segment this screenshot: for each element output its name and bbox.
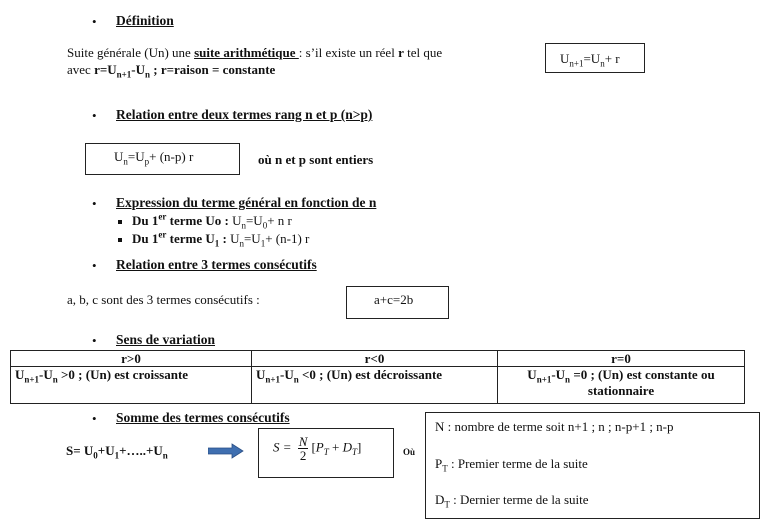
bullet-icon: •: [92, 411, 97, 426]
heading-relation-np: Relation entre deux termes rang n et p (n>p): [116, 107, 373, 122]
definition-line-2: avec $r=U_{n+1}-U_n$ ; r=raison = constante: [67, 62, 276, 80]
square-bullet-icon: [118, 220, 122, 224]
list-item-u0: Du 1er terme Uo : $U_n=U_0+ n$ r: [118, 213, 292, 229]
bullet-icon: •: [92, 196, 97, 211]
cell-croissante: $U_{n+1}-U_n >0$ ; (Un) est croissante: [11, 367, 252, 404]
legend-pt: $P_T$ : Premier terme de la suite: [435, 456, 588, 474]
formula-box-three-terms: a+c=2b: [346, 286, 449, 319]
legend-box: [425, 412, 760, 519]
heading-definition: Définition: [116, 13, 174, 28]
cell-decroissante: $U_{n+1}-U_n <0$ ; (Un) est décroissante: [252, 367, 498, 404]
bullet-icon: •: [92, 258, 97, 273]
heading-three-terms: Relation entre 3 termes consécutifs: [116, 257, 317, 272]
bullet-icon: •: [92, 14, 97, 29]
arrow-right-icon: [208, 443, 244, 459]
legend-n: N : nombre de terme soit n+1 ; n ; n-p+1 ; n-p: [435, 419, 674, 434]
header-r-positive: r>0: [11, 351, 252, 367]
table-header-row: [11, 351, 745, 367]
table-row: [11, 367, 745, 404]
cell-constante: $U_{n+1}-U_n =0$ ; (Un) est constante ou stationnaire: [498, 367, 745, 404]
square-bullet-icon: [118, 238, 122, 242]
bullet-icon: •: [92, 108, 97, 123]
variation-table: [10, 350, 745, 404]
note-entiers: où n et p sont entiers: [258, 152, 374, 167]
three-terms-text: a, b, c sont des 3 termes consécutifs :: [67, 292, 260, 307]
heading-variation: Sens de variation: [116, 332, 216, 347]
definition-line-1: Suite générale (Un) une suite arithmétique : s’il existe un réel r tel que: [67, 45, 443, 60]
heading-general-term: Expression du terme général en fonction de n: [116, 195, 377, 210]
header-r-zero: r=0: [498, 351, 745, 367]
sum-lhs: $S= U_0+U_1+\dots..+U_n$: [66, 443, 168, 461]
fraction-n-over-2: $\frac{N}{2}$: [298, 434, 308, 463]
term-suite-arithmetique: suite arithmétique: [194, 45, 299, 60]
bullet-icon: •: [92, 333, 97, 348]
formula-box-sum: S = $\frac{N}{2}$ $[P_T + D_T]$: [258, 428, 394, 478]
list-item-u1: Du 1er terme $U_1$ : $U_n=U_1+ (n-1)$ r: [118, 231, 309, 247]
legend-dt: $D_T$ : Dernier terme de la suite: [435, 492, 589, 510]
header-r-negative: r<0: [252, 351, 498, 367]
heading-sum: Somme des termes consécutifs: [116, 410, 290, 425]
where-label: Où: [403, 447, 416, 457]
formula-box-relation-np: $U_n=U_p+ (n-p)$ r: [85, 143, 240, 175]
formula-box-definition: $U_{n+1}=U_n+ r$: [545, 43, 645, 73]
